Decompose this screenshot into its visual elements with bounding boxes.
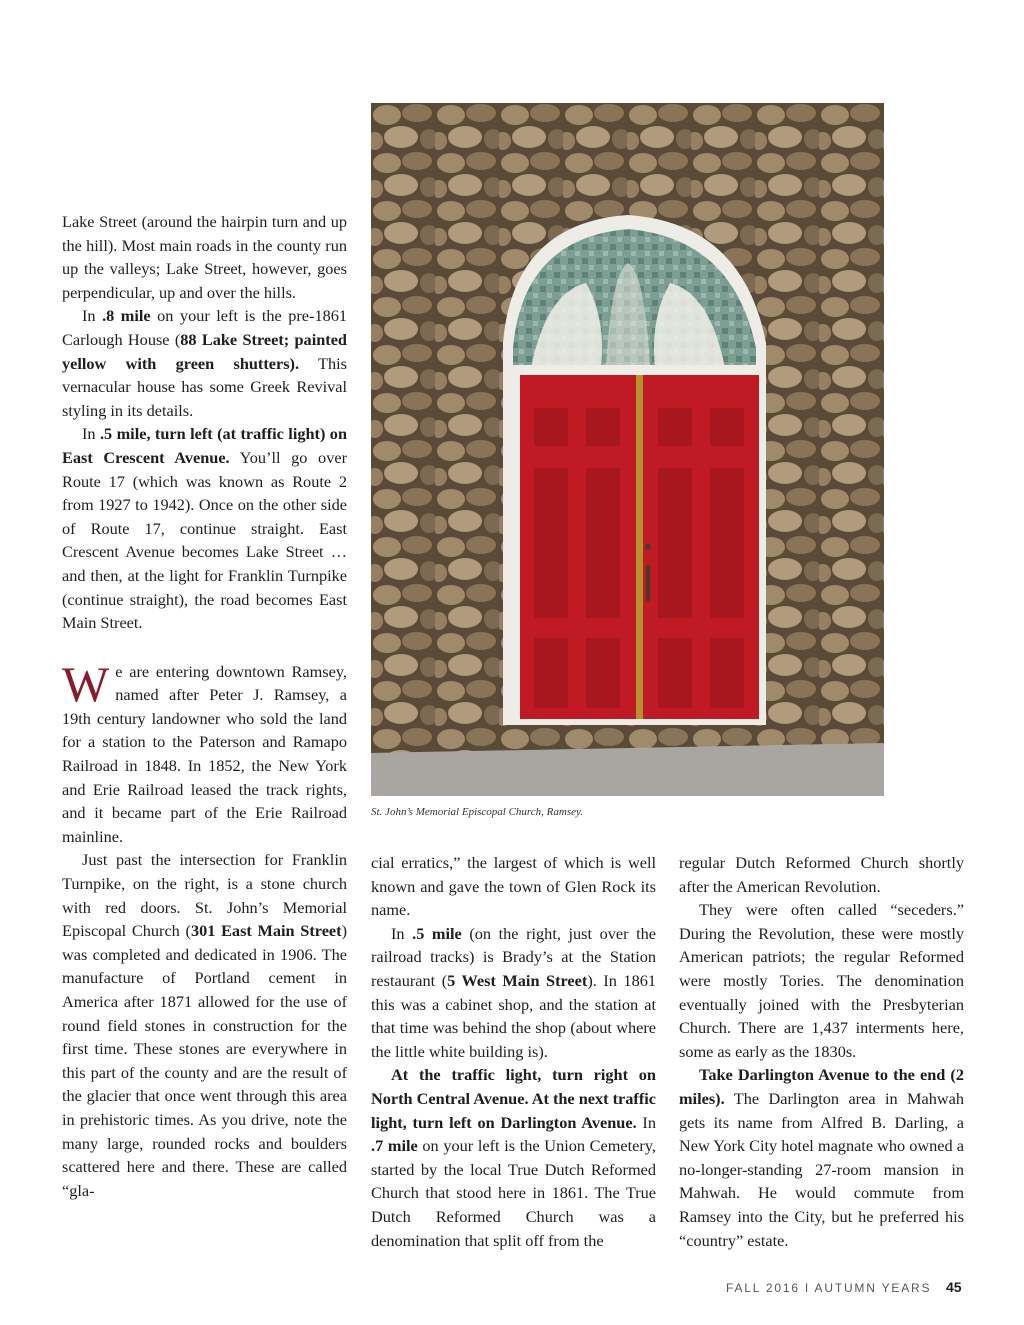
paragraph: Take Darlington Avenue to the end (2 miles). The Darlington area in Mahwah gets its name from Alfred B. Darling, a New York City hotel magnate who owned a no-longer-standing 27-room mansion in Mahwah. He would commute from Ramsey into the City, but he preferred his “country” estate.	[679, 1065, 964, 1250]
paragraph: In .5 mile, turn left (at traffic light) on East Crescent Avenue. You’ll go over Route 17 (which was known as Route 2 from 1927 to 1942). Once on the other side of Route 17, continue straight. East Crescent Avenue becomes Lake Street … and then, at the light for Franklin Turnpike (continue straight), the road becomes East Main Street.	[62, 424, 347, 633]
paragraph: They were often called “seceders.” During the Revolution, these were mostly American patriots; the regular Reformed were mostly Tories. The denomination eventually joined with the Presbyterian Church. There are 1,437 interments here, some as early as the 1830s.	[679, 900, 964, 1061]
paragraph: In .8 mile on your left is the pre-1861 Carlough House (88 Lake Street; painted yellow with green shutters). This vernacular house has some Greek Revival styling in its details.	[62, 306, 348, 420]
paragraph: Lake Street (around the hairpin turn and up the hill). Most main roads in the county run up the valleys; Lake Street, however, goes perpendicular, up and over the hills.	[62, 212, 347, 302]
paragraph: regular Dutch Reformed Church shortly after the American Revolution.	[679, 853, 964, 896]
section-opening-paragraph: We are entering downtown Ramsey, named after Peter J. Ramsey, a 19th century landowner who sold the land for a station to the Paterson and Ramapo Railroad in 1848. In 1852, the New York and Erie Railroad leased the track rights, and it became part of the Erie Railroad mainline.	[62, 655, 347, 846]
drop-cap: W	[62, 655, 110, 712]
article-column-right	[679, 851, 964, 1252]
article-column-middle	[371, 851, 656, 1252]
paragraph: Just past the intersection for Franklin Turnpike, on the right, is a stone church with red doors. St. John’s Memorial Episcopal Church (301 East Main Street) was completed and dedicated in 1906. The manufacture of Portland cement in America after 1871 allowed for the use of round field stones in construction for the first time. These stones are everywhere in this part of the county and are the result of the glacier that once went through this area in prehistoric times. As you drive, note the many large, rounded rocks and boulders scattered here and there. These are called “gla-	[62, 850, 348, 1200]
paragraph: At the traffic light, turn right on North Central Avenue. At the next traffic light, turn left on Darlington Avenue. In .7 mile on your left is the Union Cemetery, started by the local True Dutch Reformed Church that stood here in 1861. The True Dutch Reformed Church was a denomination that split off from the	[371, 1065, 657, 1250]
running-footer: FALL 2016 I AUTUMN YEARS	[726, 1281, 932, 1295]
church-door-photo	[371, 103, 884, 796]
photo-caption: St. John’s Memorial Episcopal Church, Ramsey.	[371, 806, 584, 818]
paragraph: In .5 mile (on the right, just over the railroad tracks) is Brady’s at the Station restaurant (5 West Main Street). In 1861 this was a cabinet shop, and the station at that time was behind the shop (about where the little white building is).	[371, 923, 656, 1061]
article-column-left	[62, 210, 347, 1202]
paragraph: cial erratics,” the largest of which is well known and gave the town of Glen Rock its name.	[371, 853, 656, 920]
page-number: 45	[946, 1279, 962, 1295]
